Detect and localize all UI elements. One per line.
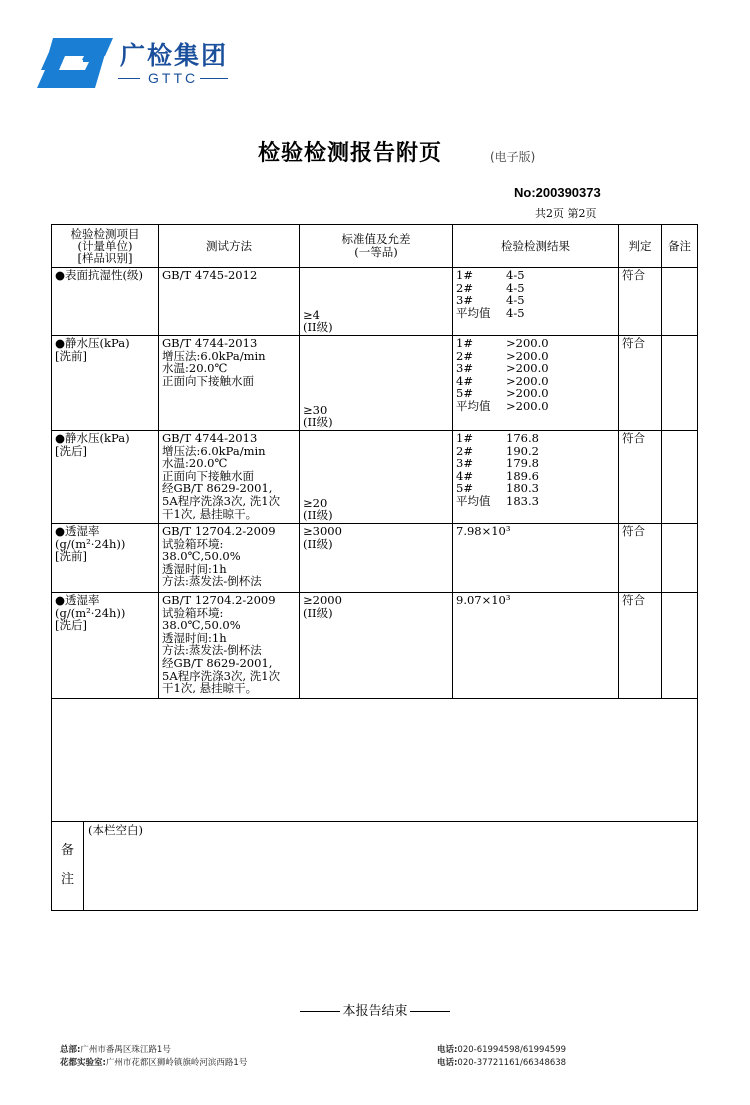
remark-cell (662, 524, 698, 593)
table-row (52, 524, 698, 593)
standard-cell: ≥2000 (II级) (300, 593, 453, 699)
item-cell: ●静水压(kPa) [洗后] (52, 431, 159, 524)
verdict-cell: 符合 (619, 431, 662, 524)
brand-name: 广检集团 (120, 41, 229, 70)
standard-cell: ≥20 (II级) (300, 431, 453, 524)
logo-divider-right (200, 78, 228, 79)
hq-phone: 电话:020-61994598/61994599 (437, 1045, 567, 1055)
header-remark: 备注 (662, 225, 698, 268)
verdict-cell: 符合 (619, 593, 662, 699)
page-count: 共2页 第2页 (535, 207, 597, 220)
result-cell: 1# 4-5 2# 4-5 3# 4-5 平均值 4-5 (453, 268, 619, 336)
gttc-logo-icon (35, 36, 115, 92)
header-method: 测试方法 (159, 225, 300, 268)
report-number: No:200390373 (514, 185, 601, 200)
header-standard: 标准值及允差 (一等品) (300, 225, 453, 268)
lab-address: 花都实验室:广州市花都区狮岭镇旗岭河滨西路1号 (60, 1058, 248, 1068)
table-row (52, 593, 698, 699)
verdict-cell: 符合 (619, 268, 662, 336)
remark-row (52, 822, 698, 911)
table-row (52, 268, 698, 336)
results-table (51, 224, 698, 911)
page-title: 检验检测报告附页 (258, 141, 443, 166)
item-cell: ●表面抗湿性(级) (52, 268, 159, 336)
standard-cell: ≥30 (II级) (300, 336, 453, 431)
method-cell: GB/T 4744-2013 增压法:6.0kPa/min 水温:20.0℃ 正面向下接触水面 (159, 336, 300, 431)
item-cell: ●静水压(kPa) [洗前] (52, 336, 159, 431)
verdict-cell: 符合 (619, 524, 662, 593)
standard-cell: ≥4 (II级) (300, 268, 453, 336)
verdict-cell: 符合 (619, 336, 662, 431)
item-cell: ●透湿率 (g/(m²·24h)) [洗后] (52, 593, 159, 699)
remark-label: 备 注 (52, 822, 84, 910)
blank-area (52, 699, 698, 822)
remark-cell (662, 593, 698, 699)
header-item: 检验检测项目 (计量单位) [样品识别] (52, 225, 159, 268)
remark-container (52, 822, 698, 911)
header-result: 检验检测结果 (453, 225, 619, 268)
result-cell: 1# >200.0 2# >200.0 3# >200.0 4# >200.0 5# >200.0 平均值 >200.0 (453, 336, 619, 431)
result-cell: 1# 176.8 2# 190.2 3# 179.8 4# 189.6 5# 180.3 平均值 183.3 (453, 431, 619, 524)
lab-phone: 电话:020-37721161/66348638 (437, 1058, 567, 1068)
method-cell: GB/T 12704.2-2009 试验箱环境: 38.0℃,50.0% 透湿时间:1h 方法:蒸发法-倒杯法 经GB/T 8629-2001, 5A程序洗涤3次, 洗1次 干1次, 悬挂晾干。 (159, 593, 300, 699)
logo-divider-left (118, 78, 140, 79)
remark-cell (662, 268, 698, 336)
result-cell: 9.07×10³ (453, 593, 619, 699)
method-cell: GB/T 4745-2012 (159, 268, 300, 336)
report-end-text: 本报告结束 (342, 1004, 408, 1019)
method-cell: GB/T 4744-2013 增压法:6.0kPa/min 水温:20.0℃ 正面向下接触水面 经GB/T 8629-2001, 5A程序洗涤3次, 洗1次 干1次, 悬挂晾干。 (159, 431, 300, 524)
remark-cell (662, 431, 698, 524)
edition-label: (电子版) (490, 150, 536, 164)
item-cell: ●透湿率 (g/(m²·24h)) [洗前] (52, 524, 159, 593)
header-verdict: 判定 (619, 225, 662, 268)
table-row (52, 431, 698, 524)
result-cell: 7.98×10³ (453, 524, 619, 593)
brand-abbr: GTTC (148, 70, 199, 86)
remark-text: (本栏空白) (88, 823, 143, 837)
report-end (0, 1000, 750, 1019)
blank-row (52, 699, 698, 822)
method-cell: GB/T 12704.2-2009 试验箱环境: 38.0℃,50.0% 透湿时间:1h 方法:蒸发法-倒杯法 (159, 524, 300, 593)
table-row (52, 336, 698, 431)
remark-cell (662, 336, 698, 431)
table-header-row (52, 225, 698, 268)
standard-cell: ≥3000 (II级) (300, 524, 453, 593)
hq-address: 总部:广州市番禺区珠江路1号 (60, 1045, 171, 1055)
